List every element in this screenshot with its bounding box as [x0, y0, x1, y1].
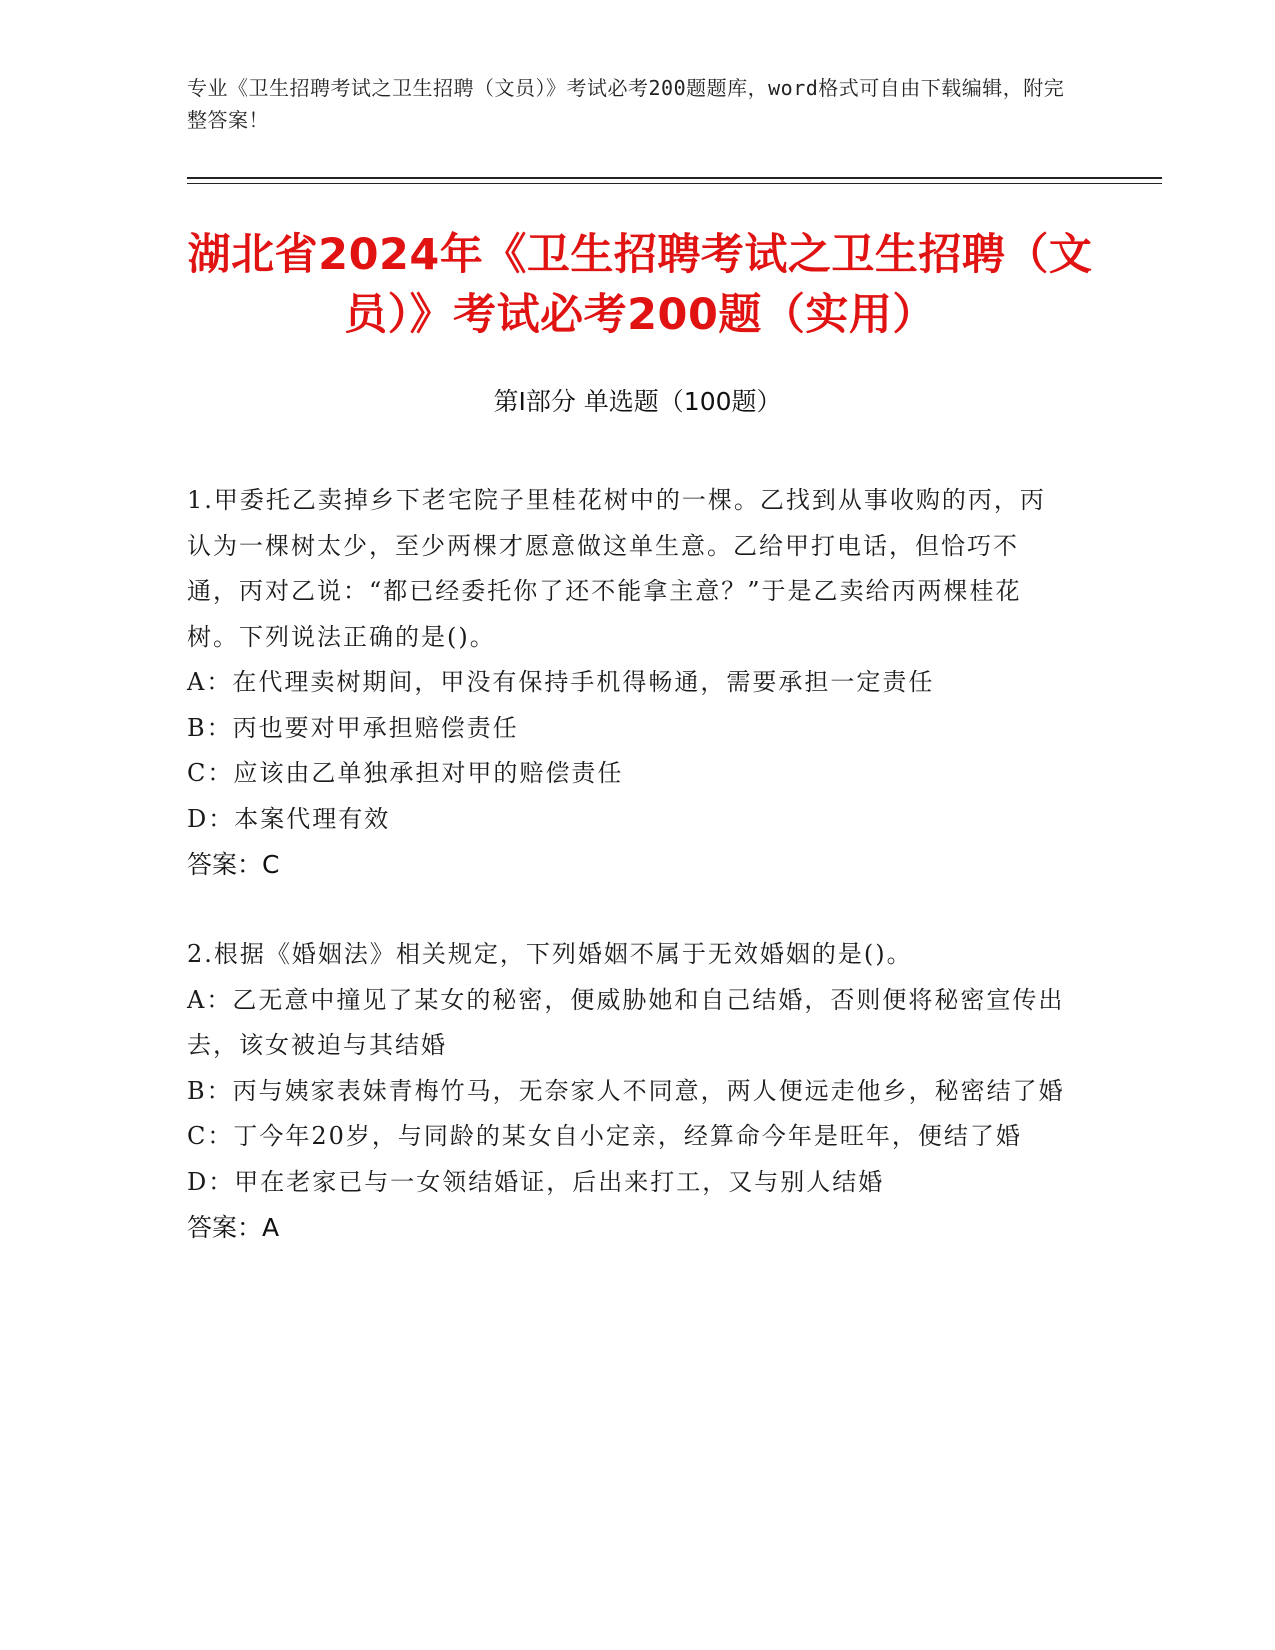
question-2 — [187, 932, 1067, 1250]
option-a: A：在代理卖树期间，甲没有保持手机得畅通，需要承担一定责任 — [187, 668, 935, 696]
option-c: C：丁今年20岁，与同龄的某女自小定亲，经算命今年是旺年，便结了婚 — [187, 1122, 1022, 1150]
option-a: A：乙无意中撞见了某女的秘密，便威胁她和自己结婚，否则便将秘密宣传出去，该女被迫与其结婚 — [187, 985, 1065, 1059]
document-title: 湖北省2024年《卫生招聘考试之卫生招聘（文员）》考试必考200题（实用） — [187, 230, 1093, 340]
section-heading: 第Ⅰ部分 单选题（100题） — [493, 387, 782, 416]
answer-line: 答案：C — [187, 850, 280, 879]
header-note: 专业《卫生招聘考试之卫生招聘（文员）》考试必考200题题库，word格式可自由下载编辑，附完整答案！ — [187, 76, 1065, 132]
option-b: B：丙与姨家表妹青梅竹马，无奈家人不同意，两人便远走他乡，秘密结了婚 — [187, 1076, 1065, 1105]
answer-line: 答案：A — [187, 1213, 280, 1242]
option-d: D：本案代理有效 — [187, 804, 391, 833]
option-c: C：应该由乙单独承担对甲的赔偿责任 — [187, 759, 624, 787]
option-b: B：丙也要对甲承担赔偿责任 — [187, 713, 519, 742]
question-stem: 2.根据《婚姻法》相关规定，下列婚姻不属于无效婚姻的是()。 — [187, 940, 913, 968]
header-divider-thin — [187, 183, 1162, 184]
header-divider-thick — [187, 177, 1162, 179]
option-d: D：甲在老家已与一女领结婚证，后出来打工，又与别人结婚 — [187, 1167, 885, 1196]
question-stem: 1.甲委托乙卖掉乡下老宅院子里桂花树中的一棵。乙找到从事收购的丙，丙认为一棵树太少，至少两棵才愿意做这单生意。乙给甲打电话，但恰巧不通，丙对乙说：“都已经委托你了还不能拿主意？”于是乙卖给丙两棵桂花树。下列说法正确的是()。 — [187, 486, 1046, 651]
question-list — [187, 478, 1067, 1295]
question-1 — [187, 478, 1067, 887]
